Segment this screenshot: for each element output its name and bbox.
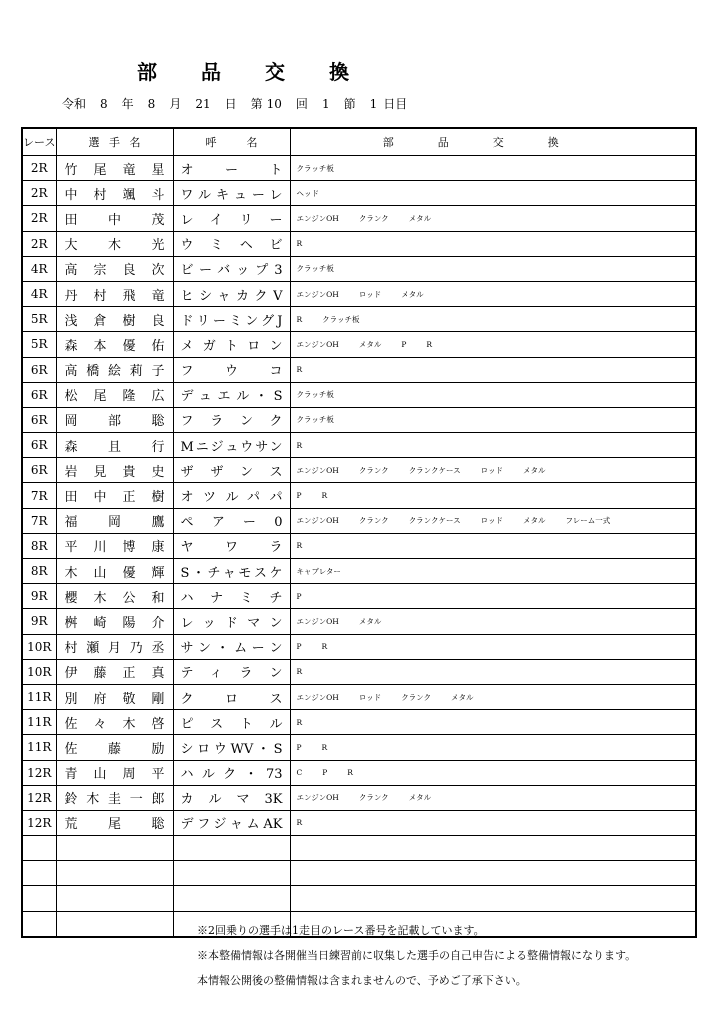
- call-name-cell: オツルパパ: [173, 483, 290, 508]
- player-name-cell: [56, 911, 173, 937]
- parts-cell: [290, 181, 696, 206]
- parts-cell: [290, 634, 696, 659]
- parts-item: エンジンOH: [296, 793, 339, 803]
- call-name-cell: ヤワラ: [173, 533, 290, 558]
- parts-item: R: [296, 239, 303, 249]
- parts-item: エンジンOH: [296, 516, 339, 526]
- call-name-cell: ハルク・73: [173, 760, 290, 785]
- call-name-cell: フウコ: [173, 357, 290, 382]
- race-cell: 4R: [22, 256, 56, 281]
- player-name-cell: 木山優輝: [56, 559, 173, 584]
- player-name-cell: 森且行: [56, 433, 173, 458]
- parts-item: クランク: [358, 465, 389, 475]
- page-title: 部品交換: [137, 60, 393, 84]
- session-number: 1: [321, 97, 330, 111]
- header-player: 選手名: [56, 128, 173, 156]
- date-month-unit: 月: [169, 97, 182, 111]
- call-name-cell: オート: [173, 156, 290, 181]
- parts-item: P: [296, 491, 302, 501]
- table-row: [22, 785, 696, 810]
- parts-item: メタル: [358, 616, 382, 626]
- player-name-cell: [56, 836, 173, 861]
- race-cell: 2R: [22, 231, 56, 256]
- table-row: [22, 231, 696, 256]
- parts-item: クランクケース: [408, 465, 461, 475]
- race-cell: [22, 836, 56, 861]
- call-name-cell: [173, 836, 290, 861]
- table-row: [22, 533, 696, 558]
- call-name-cell: ワルキューレ: [173, 181, 290, 206]
- player-name-cell: 大木光: [56, 231, 173, 256]
- parts-item: R: [321, 491, 328, 501]
- parts-item: P: [322, 768, 328, 778]
- session-unit: 節: [343, 97, 356, 111]
- table-row: [22, 307, 696, 332]
- call-name-cell: メガトロン: [173, 332, 290, 357]
- parts-item: R: [296, 440, 303, 450]
- race-cell: 11R: [22, 735, 56, 760]
- note-2: ※本整備情報は各開催当日練習前に収集した選手の自己申告による整備情報になります。: [197, 949, 637, 962]
- call-name-cell: ペアー0: [173, 508, 290, 533]
- parts-cell: [290, 256, 696, 281]
- date-era: 令和: [62, 97, 87, 111]
- table-row: [22, 836, 696, 861]
- parts-table: [21, 127, 697, 938]
- table-row: [22, 433, 696, 458]
- table-row: [22, 710, 696, 735]
- parts-item: クラッチ板: [296, 163, 334, 173]
- race-cell: 2R: [22, 206, 56, 231]
- parts-item: メタル: [401, 289, 424, 299]
- call-name-cell: シロウWV・S: [173, 735, 290, 760]
- player-name-cell: 森本優佑: [56, 332, 173, 357]
- parts-item: R: [296, 717, 303, 727]
- parts-item: ロッド: [480, 465, 504, 475]
- player-name-cell: 別府敬剛: [56, 684, 173, 709]
- parts-cell: [290, 609, 696, 634]
- player-name-cell: 岩見貴史: [56, 458, 173, 483]
- kai-prefix: 第: [250, 97, 263, 111]
- race-cell: 8R: [22, 533, 56, 558]
- table-row: [22, 458, 696, 483]
- table-row: [22, 861, 696, 886]
- table-row: [22, 886, 696, 911]
- parts-item: メタル: [523, 516, 546, 526]
- player-name-cell: 岡部聡: [56, 407, 173, 432]
- parts-item: P: [296, 642, 302, 652]
- race-cell: [22, 861, 56, 886]
- call-name-cell: S・チャモスケ: [173, 559, 290, 584]
- note-3: 本情報公開後の整備情報は含まれませんので、予めご了承下さい。: [197, 974, 527, 987]
- table-row: [22, 281, 696, 306]
- parts-item: R: [296, 667, 303, 677]
- parts-item: ヘッド: [296, 188, 319, 198]
- parts-item: R: [426, 339, 433, 349]
- parts-item: クランク: [358, 793, 389, 803]
- parts-item: メタル: [523, 465, 546, 475]
- race-cell: 6R: [22, 382, 56, 407]
- parts-item: エンジンOH: [296, 289, 339, 299]
- call-name-cell: ハナミチ: [173, 584, 290, 609]
- race-cell: 6R: [22, 407, 56, 432]
- call-name-cell: レイリー: [173, 206, 290, 231]
- date-year: 8: [100, 97, 108, 111]
- table-header-row: [22, 128, 696, 156]
- race-cell: 8R: [22, 559, 56, 584]
- notes: [197, 918, 636, 993]
- parts-item: R: [347, 768, 353, 778]
- parts-item: P: [401, 339, 407, 349]
- race-cell: [22, 886, 56, 911]
- table-row: [22, 659, 696, 684]
- parts-cell: [290, 281, 696, 306]
- race-cell: 2R: [22, 181, 56, 206]
- parts-item: R: [296, 365, 303, 375]
- call-name-cell: レッドマン: [173, 609, 290, 634]
- parts-item: クランク: [358, 213, 389, 223]
- parts-item: ロッド: [358, 692, 382, 702]
- player-name-cell: 福岡鷹: [56, 508, 173, 533]
- player-name-cell: 平川博康: [56, 533, 173, 558]
- parts-cell: [290, 433, 696, 458]
- race-cell: 6R: [22, 458, 56, 483]
- parts-cell: [290, 206, 696, 231]
- parts-cell: [290, 307, 696, 332]
- parts-cell: [290, 357, 696, 382]
- parts-cell: [290, 584, 696, 609]
- date-day-unit: 日: [224, 97, 237, 111]
- call-name-cell: デュエル・S: [173, 382, 290, 407]
- kai-number: 10: [266, 97, 282, 111]
- parts-item: クラッチ板: [322, 314, 360, 324]
- call-name-cell: ヒシャカクV: [173, 281, 290, 306]
- race-cell: 12R: [22, 810, 56, 835]
- parts-cell: [290, 483, 696, 508]
- call-name-cell: ティラン: [173, 659, 290, 684]
- race-cell: 9R: [22, 584, 56, 609]
- player-name-cell: 高橋絵莉子: [56, 357, 173, 382]
- parts-item: クランク: [358, 516, 389, 526]
- player-name-cell: 高宗良次: [56, 256, 173, 281]
- table-row: [22, 735, 696, 760]
- call-name-cell: ビーバップ3: [173, 256, 290, 281]
- parts-item: P: [296, 591, 302, 601]
- race-cell: 10R: [22, 659, 56, 684]
- parts-item: エンジンOH: [296, 692, 339, 702]
- player-name-cell: 田中茂: [56, 206, 173, 231]
- parts-cell: [290, 407, 696, 432]
- call-name-cell: ザザンス: [173, 458, 290, 483]
- race-cell: 6R: [22, 433, 56, 458]
- kai-unit: 回: [295, 97, 308, 111]
- call-name-cell: フランク: [173, 407, 290, 432]
- parts-item: メタル: [408, 213, 432, 223]
- table-row: [22, 156, 696, 181]
- note-1: ※2回乗りの選手は1走目のレース番号を記載しています。: [197, 924, 485, 937]
- parts-cell: [290, 710, 696, 735]
- nichime-unit: 日目: [383, 97, 408, 111]
- player-name-cell: 佐藤励: [56, 735, 173, 760]
- player-name-cell: 桝崎陽介: [56, 609, 173, 634]
- race-cell: 10R: [22, 634, 56, 659]
- parts-cell: [290, 533, 696, 558]
- date-month: 8: [147, 97, 156, 111]
- call-name-cell: [173, 861, 290, 886]
- parts-item: クラッチ板: [296, 264, 334, 274]
- table-row: [22, 609, 696, 634]
- parts-cell: [290, 559, 696, 584]
- call-name-cell: クロス: [173, 684, 290, 709]
- date-year-unit: 年: [121, 97, 134, 111]
- player-name-cell: 佐々木啓: [56, 710, 173, 735]
- table-row: [22, 483, 696, 508]
- parts-item: クランクケース: [408, 516, 461, 526]
- table-row: [22, 181, 696, 206]
- table-row: [22, 206, 696, 231]
- table-row: [22, 256, 696, 281]
- call-name-cell: サン・ムーン: [173, 634, 290, 659]
- table-row: [22, 407, 696, 432]
- parts-cell: [290, 156, 696, 181]
- parts-item: R: [296, 314, 303, 324]
- call-name-cell: [173, 886, 290, 911]
- parts-cell: [290, 382, 696, 407]
- table-row: [22, 810, 696, 835]
- parts-item: R: [321, 742, 328, 752]
- parts-cell: [290, 861, 696, 886]
- parts-item: R: [296, 818, 303, 828]
- parts-item: メタル: [358, 339, 382, 349]
- parts-item: P: [296, 742, 302, 752]
- call-name-cell: ドリーミングJ: [173, 307, 290, 332]
- parts-item: フレーム一式: [565, 516, 611, 526]
- parts-item: クラッチ板: [296, 390, 334, 400]
- player-name-cell: 中村颯斗: [56, 181, 173, 206]
- player-name-cell: 村瀬月乃丞: [56, 634, 173, 659]
- player-name-cell: 田中正樹: [56, 483, 173, 508]
- table-row: [22, 332, 696, 357]
- parts-cell: [290, 458, 696, 483]
- table-row: [22, 634, 696, 659]
- player-name-cell: 松尾隆広: [56, 382, 173, 407]
- parts-item: キャブレター: [296, 566, 341, 576]
- race-cell: 2R: [22, 156, 56, 181]
- player-name-cell: 櫻木公和: [56, 584, 173, 609]
- nichime-number: 1: [369, 97, 378, 111]
- parts-item: エンジンOH: [296, 616, 339, 626]
- parts-cell: [290, 886, 696, 911]
- table-row: [22, 357, 696, 382]
- race-cell: 11R: [22, 684, 56, 709]
- parts-item: ロッド: [358, 289, 382, 299]
- date-day: 21: [195, 97, 211, 111]
- race-cell: 11R: [22, 710, 56, 735]
- player-name-cell: [56, 861, 173, 886]
- race-cell: 9R: [22, 609, 56, 634]
- race-cell: 12R: [22, 785, 56, 810]
- table-row: [22, 684, 696, 709]
- player-name-cell: [56, 886, 173, 911]
- parts-item: ロッド: [480, 516, 504, 526]
- race-cell: 7R: [22, 483, 56, 508]
- parts-item: クラッチ板: [296, 415, 334, 425]
- player-name-cell: 竹尾竜星: [56, 156, 173, 181]
- race-cell: 7R: [22, 508, 56, 533]
- table-row: [22, 559, 696, 584]
- race-cell: 5R: [22, 307, 56, 332]
- header-parts: 部品交換: [290, 128, 696, 156]
- parts-cell: [290, 508, 696, 533]
- table-row: [22, 508, 696, 533]
- player-name-cell: 青山周平: [56, 760, 173, 785]
- player-name-cell: 鈴木圭一郎: [56, 785, 173, 810]
- call-name-cell: ウミヘビ: [173, 231, 290, 256]
- parts-item: C: [296, 768, 303, 778]
- player-name-cell: 伊藤正真: [56, 659, 173, 684]
- table-row: [22, 584, 696, 609]
- call-name-cell: Mニジュウサン: [173, 433, 290, 458]
- race-cell: 4R: [22, 281, 56, 306]
- parts-cell: [290, 760, 696, 785]
- table-row: [22, 382, 696, 407]
- table-body: [22, 156, 696, 937]
- table-row: [22, 760, 696, 785]
- parts-item: クランク: [401, 692, 432, 702]
- parts-cell: [290, 332, 696, 357]
- parts-cell: [290, 684, 696, 709]
- player-name-cell: 荒尾聡: [56, 810, 173, 835]
- player-name-cell: 丹村飛竜: [56, 281, 173, 306]
- header-race: レース: [22, 128, 56, 156]
- parts-cell: [290, 836, 696, 861]
- parts-item: エンジンOH: [296, 339, 339, 349]
- race-cell: 12R: [22, 760, 56, 785]
- call-name-cell: カルマ3K: [173, 785, 290, 810]
- parts-item: エンジンOH: [296, 465, 339, 475]
- parts-item: R: [321, 642, 328, 652]
- parts-item: エンジンOH: [296, 213, 339, 223]
- parts-item: R: [296, 541, 303, 551]
- date-line: [62, 95, 421, 112]
- parts-cell: [290, 810, 696, 835]
- parts-cell: [290, 659, 696, 684]
- race-cell: [22, 911, 56, 937]
- parts-item: メタル: [451, 692, 474, 702]
- parts-cell: [290, 735, 696, 760]
- player-name-cell: 浅倉樹良: [56, 307, 173, 332]
- parts-cell: [290, 231, 696, 256]
- call-name-cell: デフジャムAK: [173, 810, 290, 835]
- parts-item: メタル: [408, 793, 432, 803]
- parts-cell: [290, 785, 696, 810]
- call-name-cell: ピストル: [173, 710, 290, 735]
- race-cell: 6R: [22, 357, 56, 382]
- race-cell: 5R: [22, 332, 56, 357]
- header-call: 呼名: [173, 128, 290, 156]
